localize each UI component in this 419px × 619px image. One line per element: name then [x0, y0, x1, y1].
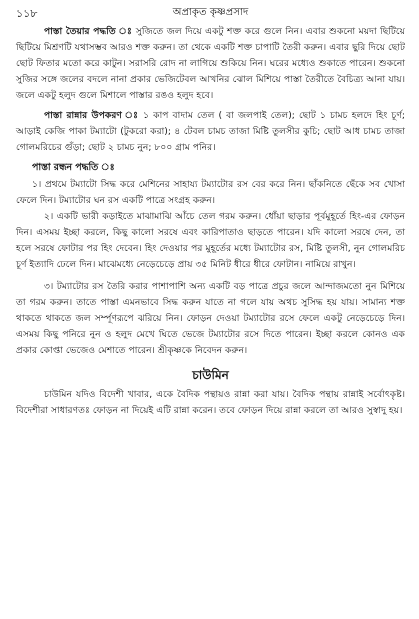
- ingredients-body: ১ কাপ বাদাম তেল ( বা জলপাই তেল); ছোট ১ চামচ হলদে হিং চূর্ণ; আড়াই কেজি পাকা টম্যাটো (টুকরো করা); ৪ টেবল চামচ তাজা মিষ্টি তুলসীর কুচি; ছোট আধ চামচ তাজা গোলমরিচের গুঁড়া; ছোট ২ চামচ নুন; ৮০০ গ্রাম পনির।: [16, 110, 405, 153]
- step-3: ৩। টম্যাটোর রস তৈরি করার পাশাপাশি অন্য একটি বড় পাত্রে প্রচুর জলে আন্দাজমতো নুন মিশিয়ে তা গরম করুন। তাতে পাস্তা এমনভাবে সিদ্ধ করুন যাতে না গলে যায় অথচ সুসিদ্ধ হয় যায়। সামান্য শক্ত থাকতে থাকতে জল সর্ম্পূণরূপে ঝরিয়ে নিন। ফোড়ন দেওয়া টম্যাটোর রসে ফেলে একটু নেড়েচেড়ে দিন। এসময় কিছু পনিরে নুন ও হলুদ মেখে ঘিতে ভেজে টম্যাটোর রসে দিতে পারেন। ইচ্ছা করলে কোনও এক প্রকার কোপ্তা ভেজেও মেশাতে পারেন। শ্রীকৃষ্ণকে নিবেদন করুন।: [16, 281, 405, 356]
- ingredients-heading: পাস্তা রান্নার উপকরণ ঃ: [44, 110, 140, 121]
- ingredients-paragraph: [16, 108, 405, 156]
- cooking-heading: পাস্তা রন্ধন পদ্ধতি ঃ: [32, 162, 115, 173]
- chapter-body: চাউমিন যদিও বিদেশী খাবার, একে বৈদিক পন্থায়ও রান্না করা যায়। বৈদিক পন্থায় রান্নাই সর্বোৎকৃষ্ট। বিদেশীরা সাধারণতঃ ফোড়ন না দিয়েই এটি রান্না করেন। তবে ফোড়ন দিয়ে রান্না করলে তা আরও সুস্বাদু হয়।: [16, 389, 405, 416]
- chapter-title: চাউমিন: [192, 368, 229, 382]
- method-paragraph: [16, 24, 405, 104]
- page-number: ১১৮: [16, 7, 38, 20]
- step-1: ১। প্রথমে টম্যাটো সিদ্ধ করে মেশিনের সাহায্য টম্যাটোর রস বের করে নিন। ছাঁকনিতে ছেঁকে সব খোসা ফেলে দিন। টম্যাটোর ঘন রস একটি পাত্রে সংগ্রহ করুন।: [16, 179, 405, 206]
- method-body: সুজিতে জল দিয়ে একটু শক্ত করে গুলে নিন। এবার শুকনো ময়দা ছিটিয়ে ছিটিয়ে মিশ্রণটি যথাসম্ভব আরও শক্ত করুন। তা থেকে একটি শক্ত চাপাটি তৈরী করুন। এবার ছুরি দিয়ে ছোট ছোট ফিতার মতো করে কাটুন। সরাসরি রোদ না লাগিয়ে শুকিয়ে নিন। ঘরের মধ্যেও শুকাতে পারেন। শুকনো সুজির সঙ্গে জলের বদলে নানা প্রকার ভেজিটেবল আখনির ঝোল মিশিয়ে পাস্তা তৈরীতে বৈচিত্র্য আনা যায়। জলে একটু হলুদ গুলে মিশালে পাস্তার রঙও হলুদ হবে।: [16, 26, 405, 101]
- step-2: ২। একটি ভারী কড়াইতে মাঝামাঝি আঁচে তেল গরম করুন। ধোঁয়া ছাড়ার পূর্বমুহূর্তে হিং-এর ফোড়ন দিন। এসময় ইচ্ছা করলে, কিছু কালো সরষে এবং কারিপাতাও ছাড়তে পারেন। যদি কালো সরষে দেন, তা হলে সরষে ফোটার পর হিং দেবেন। হিং দেওয়ার পর মুহূর্তের মধ্যে টম্যাটোর রস, মিষ্টি তুলসী, নুন গোলমরিচ চূর্ণ ইত্যাদি ঢেলে দিন। মাঝেমধ্যে নেড়েচেড়ে প্রায় ৩৫ মিনিট ধীরে ধীরে ফোটান। নামিয়ে রাখুন।: [16, 211, 405, 270]
- page-header: [16, 0, 405, 24]
- running-title: অপ্রাকৃত কৃষ্ণপ্রসাদ: [172, 7, 249, 18]
- method-heading: পাস্তা তৈয়ার পদ্ধতি ঃ: [44, 26, 133, 37]
